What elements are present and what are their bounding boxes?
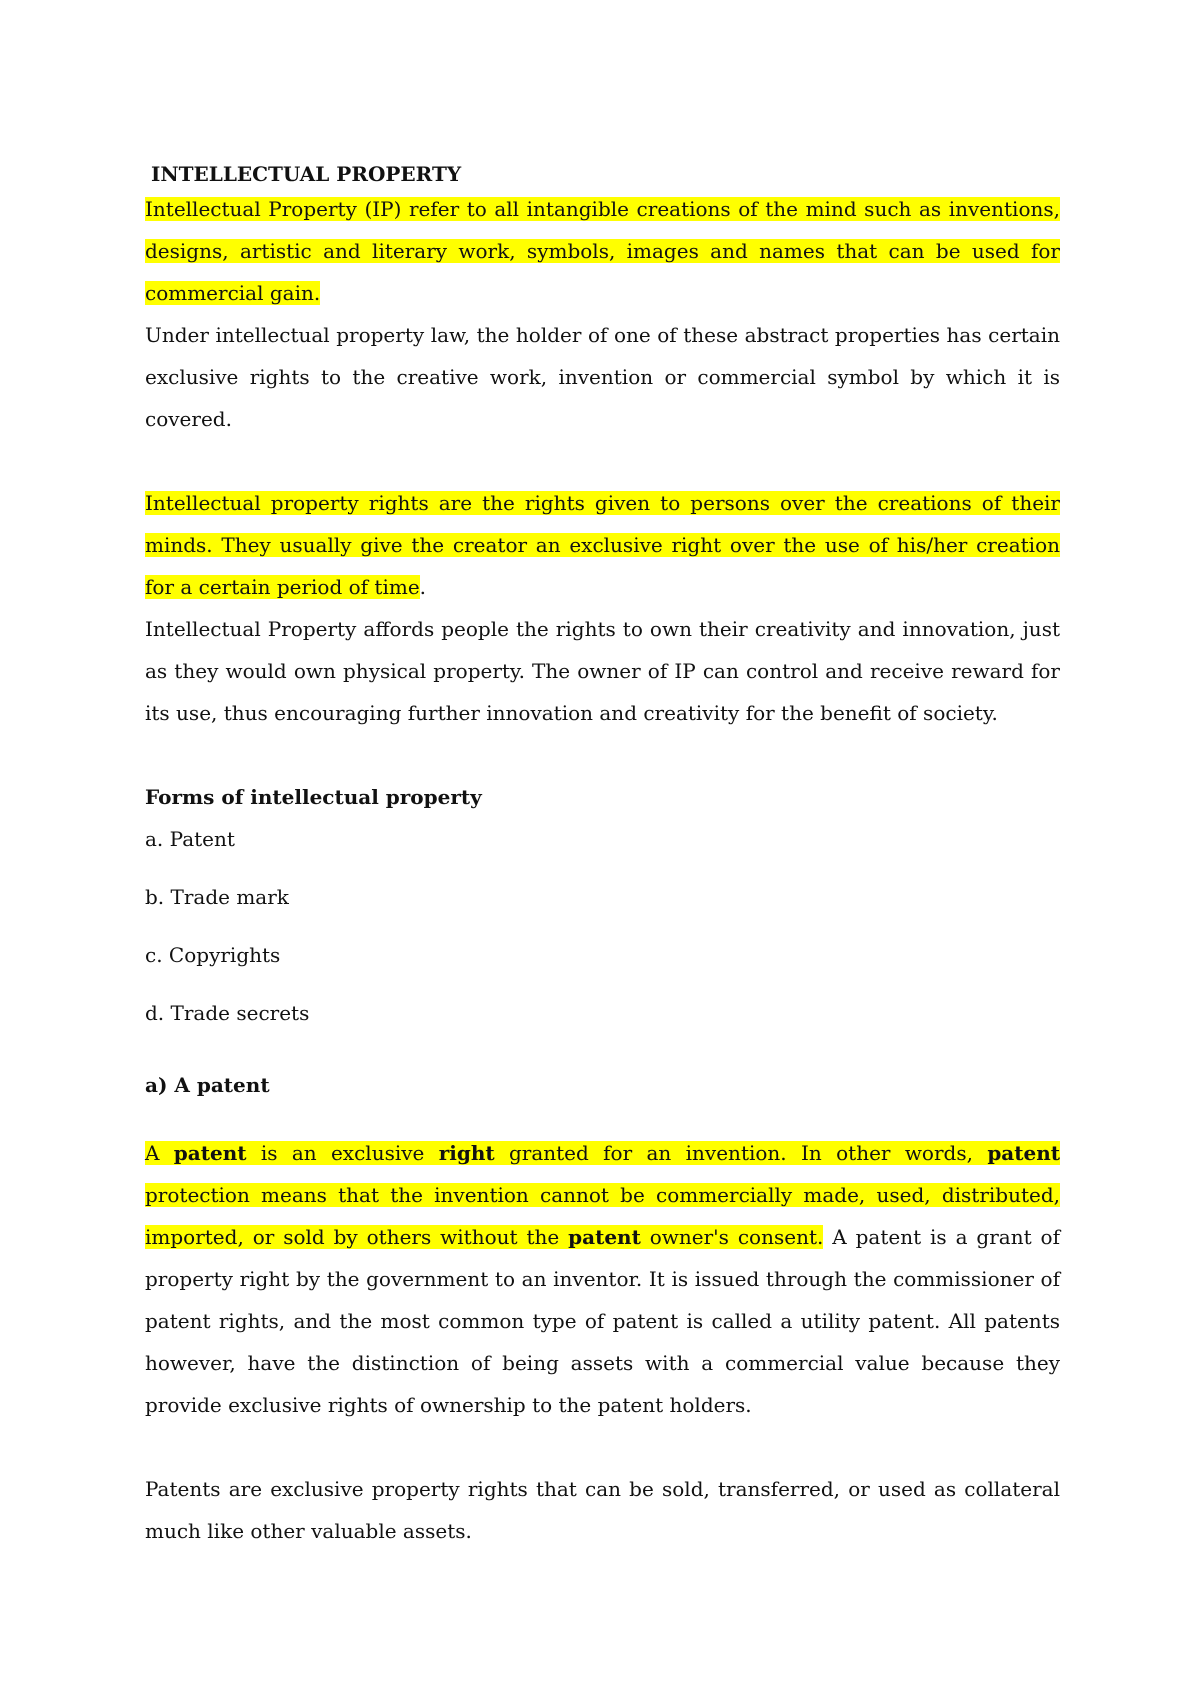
text-run: granted for an invention. In other words, bbox=[494, 1141, 988, 1165]
highlighted-text: Intellectual property rights are the rights given to persons over the creations of their minds. They usually give the creator an exclusive right over the use of his/her creation for a certain period of time bbox=[145, 491, 1060, 599]
text-run: A bbox=[145, 1141, 174, 1165]
text-run: owner's consent. bbox=[640, 1225, 824, 1249]
forms-list bbox=[145, 818, 1060, 1042]
patent-paragraph-2: Patents are exclusive property rights that can be sold, transferred, or used as collateral much like other valuable assets. bbox=[145, 1477, 1060, 1543]
forms-heading: Forms of intellectual property bbox=[145, 785, 482, 809]
spacer bbox=[145, 440, 1060, 482]
highlighted-text: Intellectual Property (IP) refer to all intangible creations of the mind such as inventions, designs, artistic and literary work, symbols, images and names that can be used for commercial gain. bbox=[145, 197, 1060, 305]
rights-end: . bbox=[419, 575, 427, 599]
rights-plain-paragraph: Intellectual Property affords people the rights to own their creativity and innovation, just as they would own physical property. The owner of IP can control and receive reward for its use, thus encouraging further innovation and creativity for the benefit of society. bbox=[145, 617, 1060, 725]
intro-paragraph bbox=[145, 188, 1060, 314]
list-item: d. Trade secrets bbox=[145, 1001, 310, 1025]
page-title: INTELLECTUAL PROPERTY bbox=[151, 162, 462, 186]
bold-term: patent bbox=[173, 1141, 247, 1165]
text-run: protection means that the invention cannot be commercially made, used, distributed, imported, or sold by others without the bbox=[145, 1183, 1060, 1249]
document-content bbox=[145, 160, 1060, 1552]
patent-heading: a) A patent bbox=[145, 1073, 270, 1097]
rights-paragraph bbox=[145, 482, 1060, 608]
bold-term: patent bbox=[568, 1225, 641, 1249]
text-run: A patent is a grant of property right by the government to an inventor. It is issued through the commissioner of patent rights, and the most common type of patent is called a utility patent. All patents however, have the distinction of being assets with a commercial value because they provide exclusive rights of ownership to the patent holders. bbox=[145, 1225, 1060, 1417]
spacer bbox=[145, 1106, 1060, 1132]
spacer bbox=[145, 1426, 1060, 1468]
text-run: is an exclusive bbox=[246, 1141, 439, 1165]
list-item: c. Copyrights bbox=[145, 943, 281, 967]
bold-term: patent bbox=[987, 1141, 1060, 1165]
list-item: a. Patent bbox=[145, 827, 235, 851]
intro-plain-paragraph: Under intellectual property law, the holder of one of these abstract properties has certain exclusive rights to the creative work, invention or commercial symbol by which it is covered. bbox=[145, 323, 1060, 431]
bold-term: right bbox=[438, 1141, 495, 1165]
list-item: b. Trade mark bbox=[145, 885, 289, 909]
patent-paragraph bbox=[145, 1132, 1060, 1426]
spacer bbox=[145, 734, 1060, 776]
